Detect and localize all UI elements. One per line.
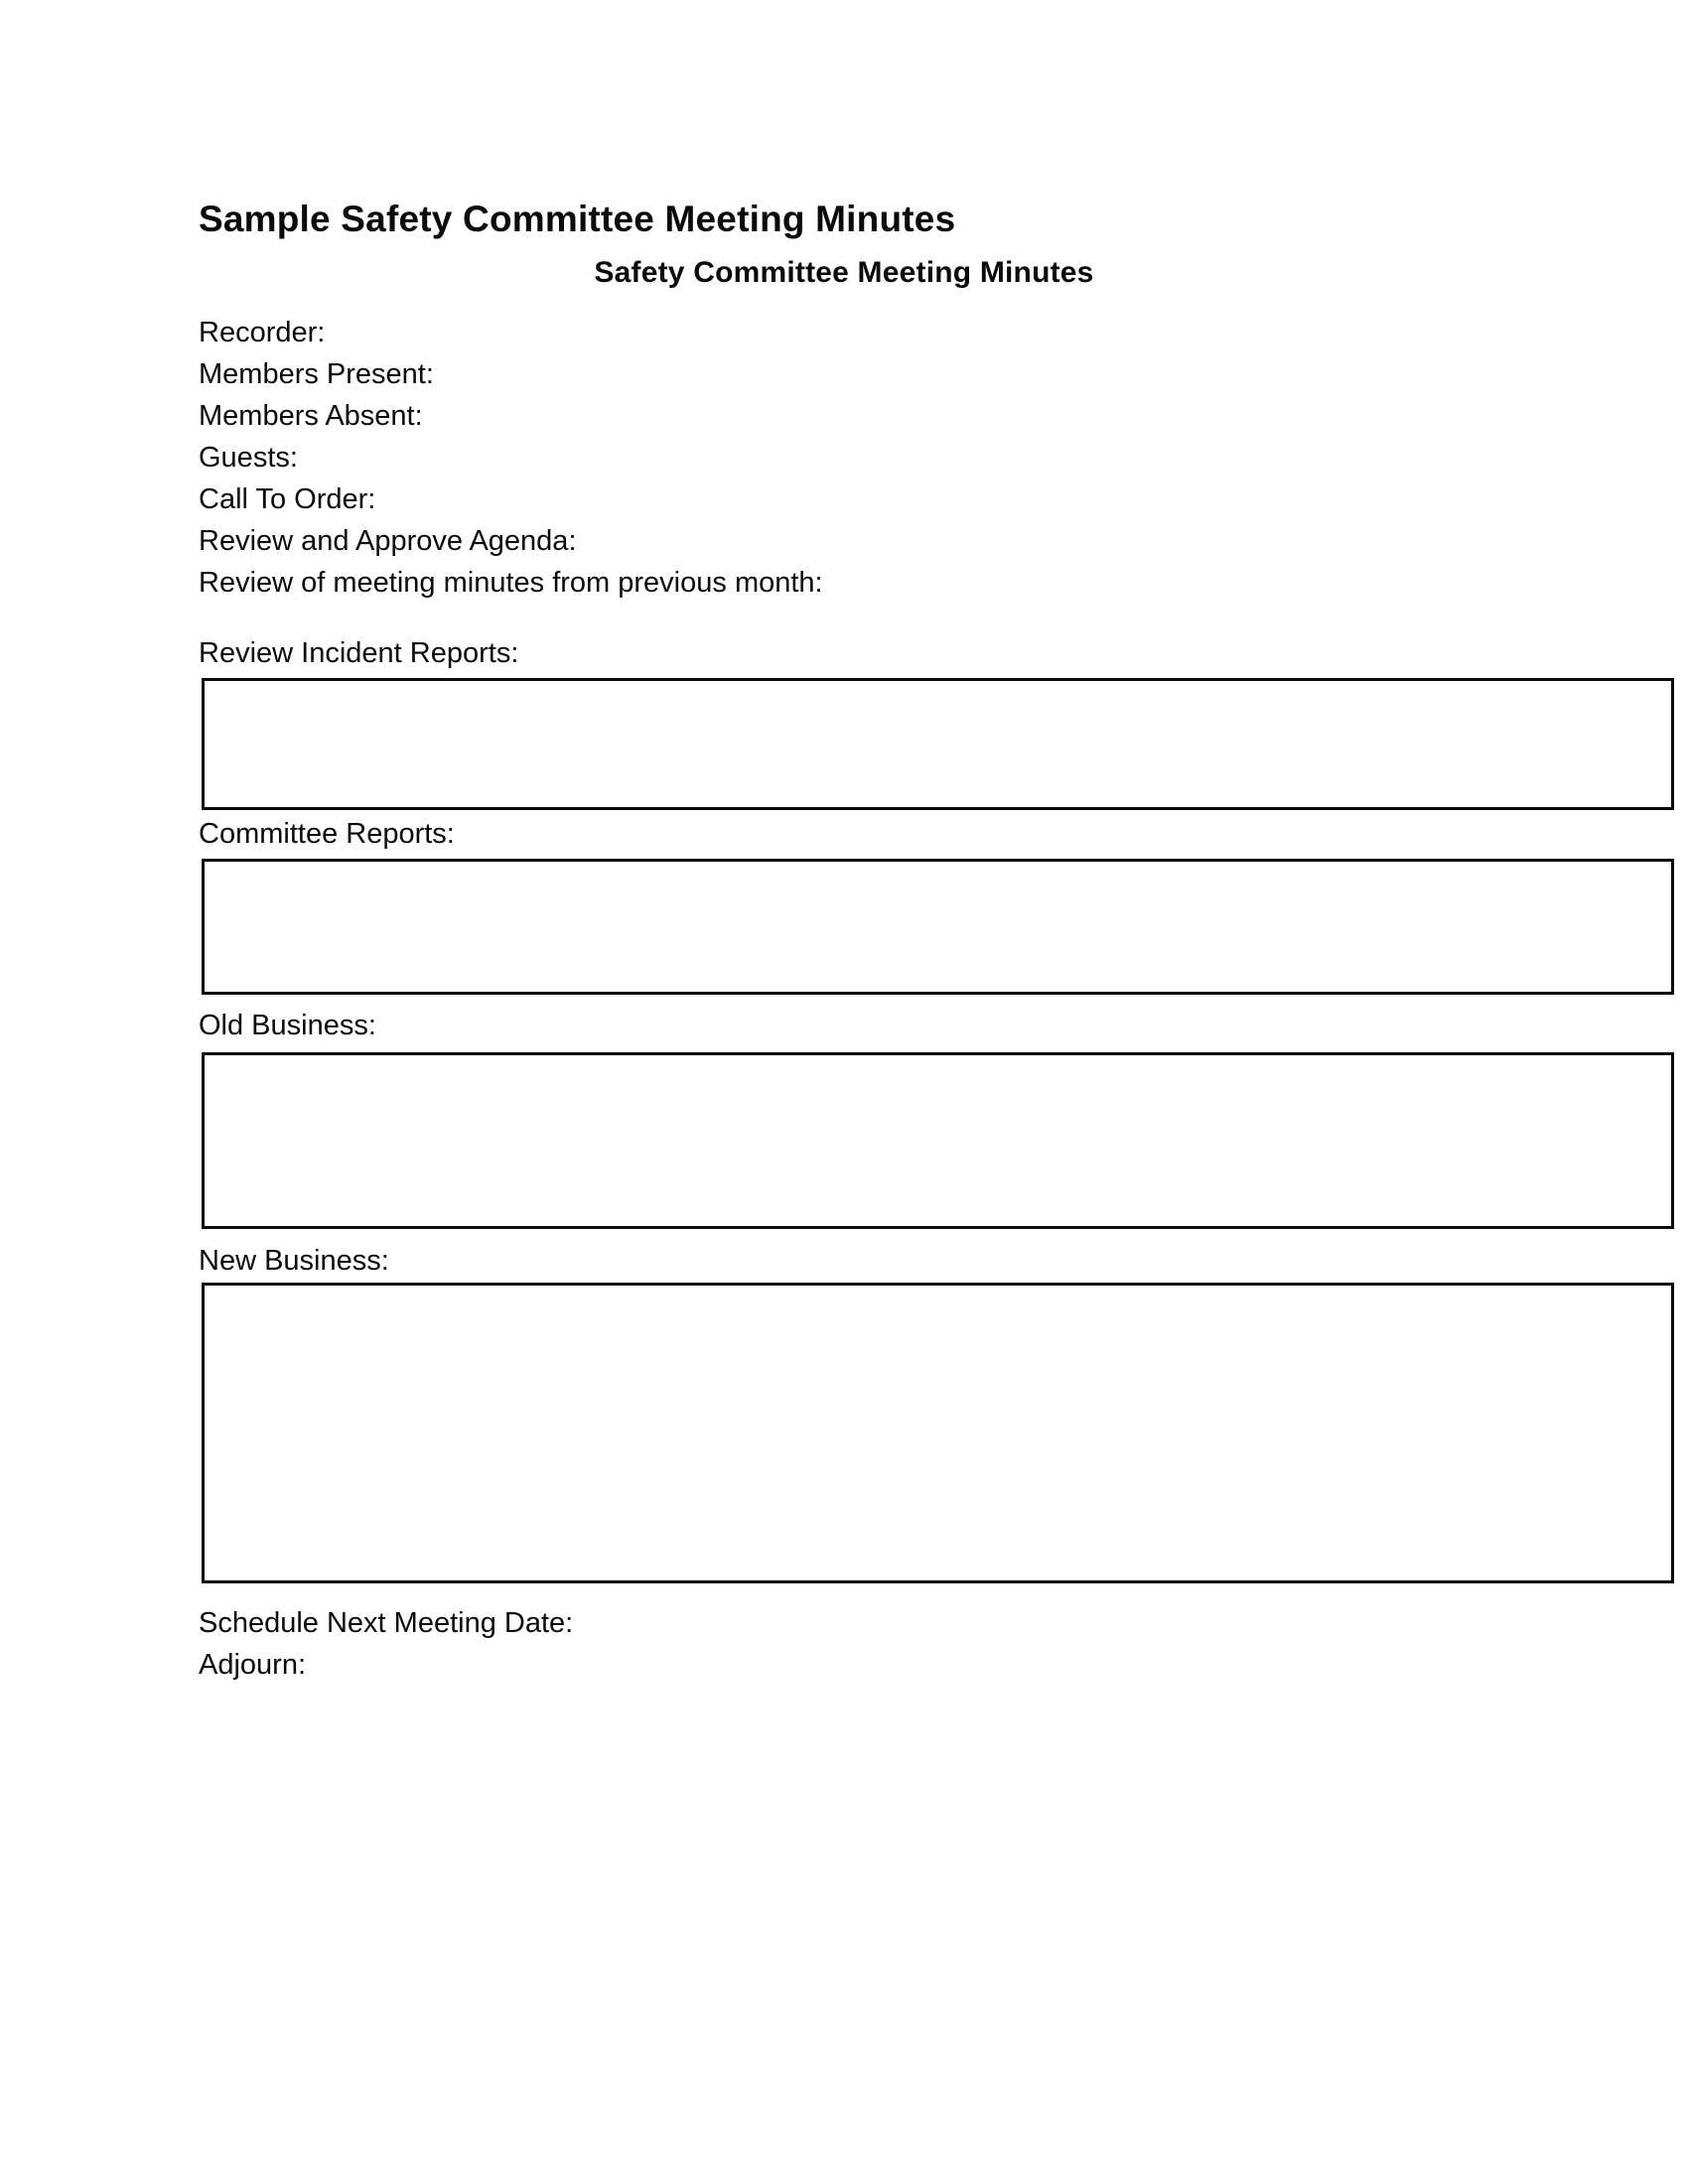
- field-members-present: Members Present:: [199, 358, 434, 390]
- review-incident-reports-box[interactable]: [202, 678, 1674, 810]
- field-schedule-next-meeting-date: Schedule Next Meeting Date:: [199, 1607, 574, 1639]
- field-review-approve-agenda: Review and Approve Agenda:: [199, 525, 577, 557]
- footer-field-list: [199, 1602, 573, 1686]
- old-business-box[interactable]: [202, 1052, 1674, 1229]
- new-business-box[interactable]: [202, 1283, 1674, 1583]
- field-call-to-order: Call To Order:: [199, 483, 376, 515]
- section-label-review-incident-reports: Review Incident Reports:: [199, 637, 519, 669]
- section-label-committee-reports: Committee Reports:: [199, 818, 455, 850]
- section-label-old-business: Old Business:: [199, 1010, 376, 1041]
- page-title: Sample Safety Committee Meeting Minutes: [199, 199, 956, 239]
- committee-reports-box[interactable]: [202, 859, 1674, 995]
- field-list: [199, 312, 823, 604]
- field-guests: Guests:: [199, 442, 298, 474]
- field-adjourn: Adjourn:: [199, 1649, 307, 1681]
- field-members-absent: Members Absent:: [199, 400, 423, 432]
- section-label-new-business: New Business:: [199, 1245, 389, 1277]
- field-recorder: Recorder:: [199, 317, 326, 348]
- field-review-previous-minutes: Review of meeting minutes from previous month:: [199, 567, 823, 599]
- form-title: Safety Committee Meeting Minutes: [594, 256, 1094, 289]
